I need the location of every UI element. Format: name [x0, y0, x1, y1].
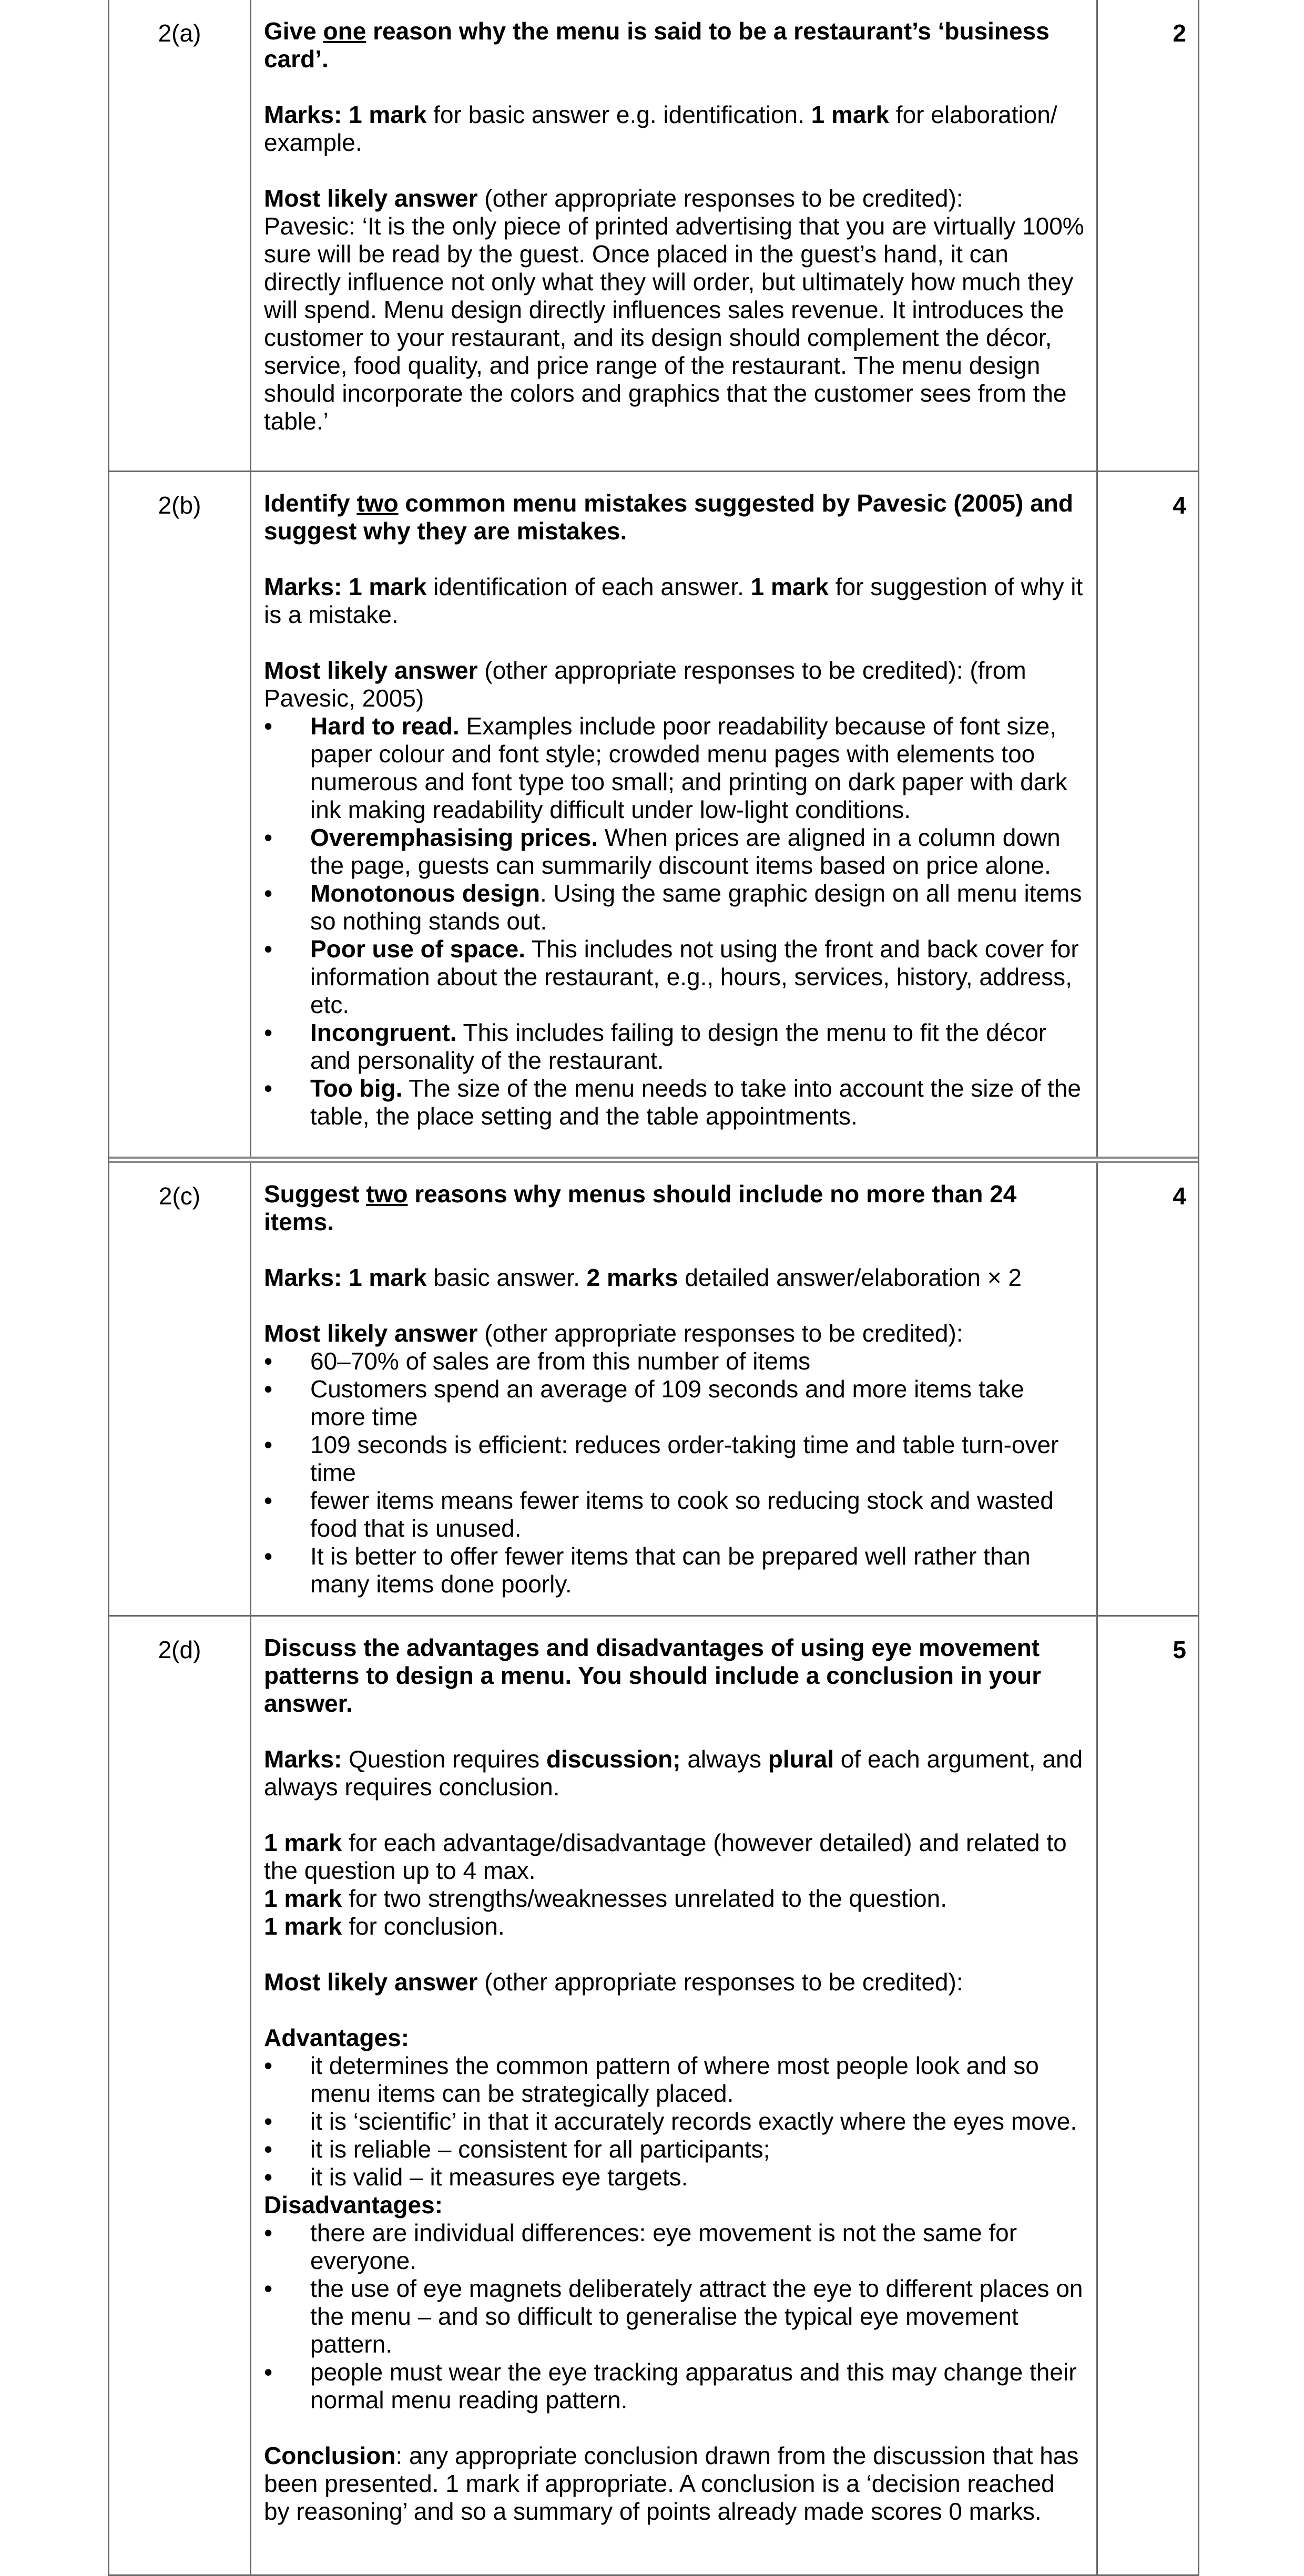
answer-cell: [251, 472, 1098, 1157]
most-likely-answer-label: Most likely answer (other appropriate responses to be credited): (from Pavesic, 2005): [264, 657, 1026, 712]
list-item: • the use of eye magnets deliberately attract the eye to different places on the menu – and so difficult to generalise the typical eye movement pattern.: [264, 2275, 1086, 2358]
list-item: • Hard to read. Examples include poor readability because of font size, paper colour and font style; crowded menu pages with elements too numerous and font type too small; and printing on dark paper with dark ink making readability difficult under low-light conditions.: [264, 712, 1086, 824]
list-item: • fewer items means fewer items to cook so reducing stock and wasted food that is unused.: [264, 1487, 1086, 1542]
table-row: [109, 0, 1198, 472]
list-item: • Customers spend an average of 109 seconds and more items take more time: [264, 1375, 1086, 1431]
list-item: • it is ‘scientific’ in that it accurately records exactly where the eyes move.: [264, 2108, 1086, 2135]
question-number: 2(b): [109, 472, 251, 1157]
list-item: • it is valid – it measures eye targets.: [264, 2163, 1086, 2191]
most-likely-answer-label: Most likely answer (other appropriate responses to be credited):: [264, 185, 963, 212]
table-row: [109, 472, 1198, 1163]
conclusion-text: Conclusion: any appropriate conclusion drawn from the discussion that has been presented. 1 mark if appropriate. A conclusion is a ‘decision reached by reasoning’ and so a summary of points already made scores 0 marks.: [264, 2442, 1079, 2525]
marks-line: Marks: 1 mark for basic answer e.g. identification. 1 mark for elaboration/ example.: [264, 101, 1057, 156]
question-number: 2(c): [109, 1163, 251, 1615]
marks-value: 4: [1173, 492, 1186, 519]
advantages-heading: Advantages:: [264, 2024, 410, 2051]
list-item: • Overemphasising prices. When prices are aligned in a column down the page, guests can summarily discount items based on price alone.: [264, 824, 1086, 880]
mark-scheme-table: [108, 0, 1199, 2576]
table-row: [109, 1617, 1198, 2576]
list-item: • Poor use of space. This includes not using the front and back cover for information about the restaurant, e.g., hours, services, history, address, etc.: [264, 935, 1086, 1019]
list-item: • Too big. The size of the menu needs to take into account the size of the table, the place setting and the table appointments.: [264, 1075, 1086, 1130]
criteria-line: 1 mark for each advantage/disadvantage (however detailed) and related to the question up to 4 max.: [264, 1829, 1067, 1884]
answer-body: Pavesic: ‘It is the only piece of printed advertising that you are virtually 100% sure will be read by the guest. Once placed in the guest’s hand, it can directly influence not only what they will order, but ultimately how much they will spend. Menu design directly influences sales revenue. It introduces the customer to your restaurant, and its design should complement the décor, service, food quality, and price range of the restaurant. The menu design should incorporate the colors and graphics that the customer sees from the table.’: [264, 212, 1084, 435]
answer-cell: [251, 1617, 1098, 2574]
list-item: • it is reliable – consistent for all participants;: [264, 2135, 1086, 2163]
disadvantages-list: [264, 2219, 1086, 2414]
list-item: • people must wear the eye tracking apparatus and this may change their normal menu reading pattern.: [264, 2358, 1086, 2414]
list-item: • Incongruent. This includes failing to design the menu to fit the décor and personality of the restaurant.: [264, 1019, 1086, 1075]
question-text: Suggest two reasons why menus should include no more than 24 items.: [264, 1180, 1017, 1235]
table-row: [109, 1163, 1198, 1617]
list-item: • Monotonous design. Using the same graphic design on all menu items so nothing stands out.: [264, 880, 1086, 935]
criteria-line: 1 mark for two strengths/weaknesses unrelated to the question.: [264, 1885, 948, 1912]
marks-value: 5: [1173, 1636, 1186, 1663]
list-item: • there are individual differences: eye movement is not the same for everyone.: [264, 2219, 1086, 2275]
criteria-line: 1 mark for conclusion.: [264, 1913, 505, 1940]
question-text: Give one reason why the menu is said to be a restaurant’s ‘business card’.: [264, 17, 1050, 73]
disadvantages-heading: Disadvantages:: [264, 2191, 443, 2219]
list-item: • 109 seconds is efficient: reduces order-taking time and table turn-over time: [264, 1431, 1086, 1487]
advantages-list: [264, 2052, 1086, 2191]
list-item: • It is better to offer fewer items that can be prepared well rather than many items done poorly.: [264, 1542, 1086, 1598]
marks-line: Marks: Question requires discussion; always plural of each argument, and always requires conclusion.: [264, 1745, 1083, 1801]
question-number: 2(d): [109, 1617, 251, 2574]
mistakes-list: [264, 712, 1086, 1130]
question-text: Discuss the advantages and disadvantages of using eye movement patterns to design a menu. You should include a conclusion in your answer.: [264, 1634, 1042, 1717]
marks-value: 2: [1173, 19, 1186, 47]
most-likely-answer-label: Most likely answer (other appropriate responses to be credited):: [264, 1320, 963, 1347]
answer-cell: [251, 1163, 1098, 1615]
list-item: • 60–70% of sales are from this number of items: [264, 1347, 1086, 1375]
reasons-list: [264, 1347, 1086, 1598]
question-number: 2(a): [109, 0, 251, 471]
list-item: • it determines the common pattern of where most people look and so menu items can be strategically placed.: [264, 2052, 1086, 2108]
marks-line: Marks: 1 mark identification of each answer. 1 mark for suggestion of why it is a mistake.: [264, 573, 1083, 628]
question-text: Identify two common menu mistakes suggested by Pavesic (2005) and suggest why they are mistakes.: [264, 489, 1073, 545]
marks-value: 4: [1173, 1182, 1186, 1210]
most-likely-answer-label: Most likely answer (other appropriate responses to be credited):: [264, 1968, 963, 1996]
answer-cell: [251, 0, 1098, 471]
marks-line: Marks: 1 mark basic answer. 2 marks detailed answer/elaboration × 2: [264, 1264, 1022, 1291]
